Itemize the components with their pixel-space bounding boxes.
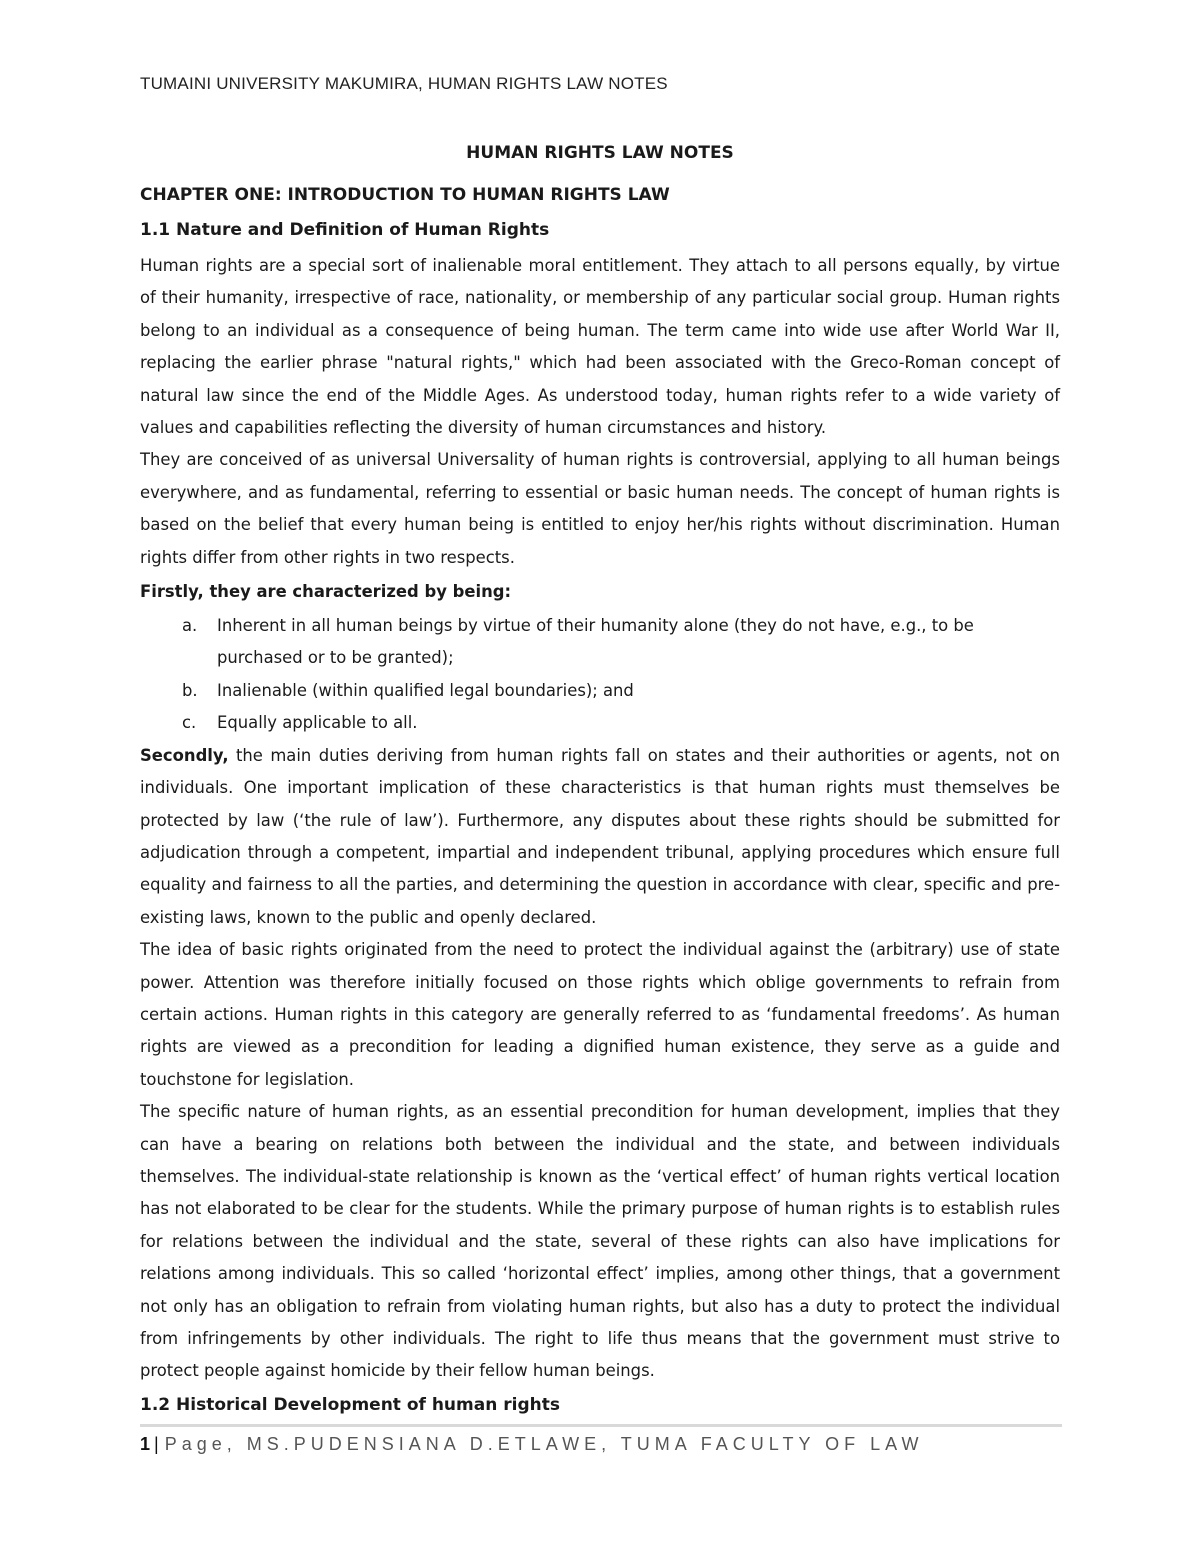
characteristics-list (140, 610, 1060, 740)
list-item (140, 707, 1060, 739)
page-footer (140, 1434, 924, 1455)
chapter-heading: CHAPTER ONE: INTRODUCTION TO HUMAN RIGHTS LAW (140, 185, 670, 205)
footer-divider (140, 1424, 1062, 1427)
paragraph-4: The idea of basic rights originated from the need to protect the individual against the (arbitrary) use of state power. Attention was therefore initially focused on those rights which oblige governments to refrain from certain actions. Human rights in this category are generally referred to as ‘fundamental freedoms’. As human rights are viewed as a precondition for leading a dignified human existence, they serve as a guide and touchstone for legislation. (140, 940, 1060, 1089)
section-heading-1-1: 1.1 Nature and Definition of Human Rights (140, 220, 550, 240)
list-item (140, 675, 1060, 707)
list-item-text: Equally applicable to all. (217, 713, 418, 733)
paragraph-1: Human rights are a special sort of inalienable moral entitlement. They attach to all persons equally, by virtue of their humanity, irrespective of race, nationality, or membership of any particular social group. Human rights belong to an individual as a consequence of being human. The term came into wide use after World War II, replacing the earlier phrase "natural rights," which had been associated with the Greco-Roman concept of natural law since the end of the Middle Ages. As understood today, human rights refer to a wide variety of values and capabilities reflecting the diversity of human circumstances and history. (140, 256, 1060, 438)
page-content (140, 140, 1060, 1420)
footer-text: Page, MS.PUDENSIANA D.ETLAWE, TUMA FACULTY OF LAW (164, 1434, 924, 1454)
paragraph-3-text: the main duties deriving from human rights fall on states and their authorities or agents, not on individuals. One important implication of these characteristics is that human rights must themselves be protected by law (‘the rule of law’). Furthermore, any disputes about these rights should be submitted for adjudication through a competent, impartial and independent tribunal, applying procedures which ensure full equality and fairness to all the parties, and determining the question in accordance with clear, specific and pre-existing laws, known to the public and openly declared. (140, 745, 1060, 927)
list-item-text: Inherent in all human beings by virtue of their humanity alone (they do not have, e.g., to be purchased or to be granted); (217, 616, 974, 668)
list-marker: a. (182, 616, 198, 636)
document-title: HUMAN RIGHTS LAW NOTES (466, 143, 734, 163)
paragraph-3 (140, 740, 1060, 934)
list-marker: b. (182, 680, 198, 700)
list-item-text: Inalienable (within qualified legal boundaries); and (217, 680, 634, 700)
footer-separator: | (154, 1434, 159, 1454)
section-heading-1-2: 1.2 Historical Development of human rights (140, 1394, 560, 1415)
firstly-heading: Firstly, they are characterized by being: (140, 582, 512, 602)
running-header: TUMAINI UNIVERSITY MAKUMIRA, HUMAN RIGHTS LAW NOTES (140, 74, 668, 93)
secondly-lead: Secondly, (140, 745, 229, 765)
paragraph-5: The specific nature of human rights, as an essential precondition for human development, implies that they can have a bearing on relations both between the individual and the state, and between individuals themselves. The individual-state relationship is known as the ‘vertical effect’ of human rights vertical location has not elaborated to be clear for the students. While the primary purpose of human rights is to establish rules for relations between the individual and the state, several of these rights can also have implications for relations among individuals. This so called ‘horizontal effect’ implies, among other things, that a government not only has an obligation to refrain from violating human rights, but also has a duty to protect the individual from infringements by other individuals. The right to life thus means that the government must strive to protect people against homicide by their fellow human beings. (140, 1102, 1060, 1381)
list-item (140, 610, 1060, 675)
page-number: 1 (140, 1434, 151, 1454)
list-marker: c. (182, 713, 197, 733)
paragraph-2: They are conceived of as universal Universality of human rights is controversial, applying to all human beings everywhere, and as fundamental, referring to essential or basic human needs. The concept of human rights is based on the belief that every human being is entitled to enjoy her/his rights without discrimination. Human rights differ from other rights in two respects. (140, 450, 1060, 567)
